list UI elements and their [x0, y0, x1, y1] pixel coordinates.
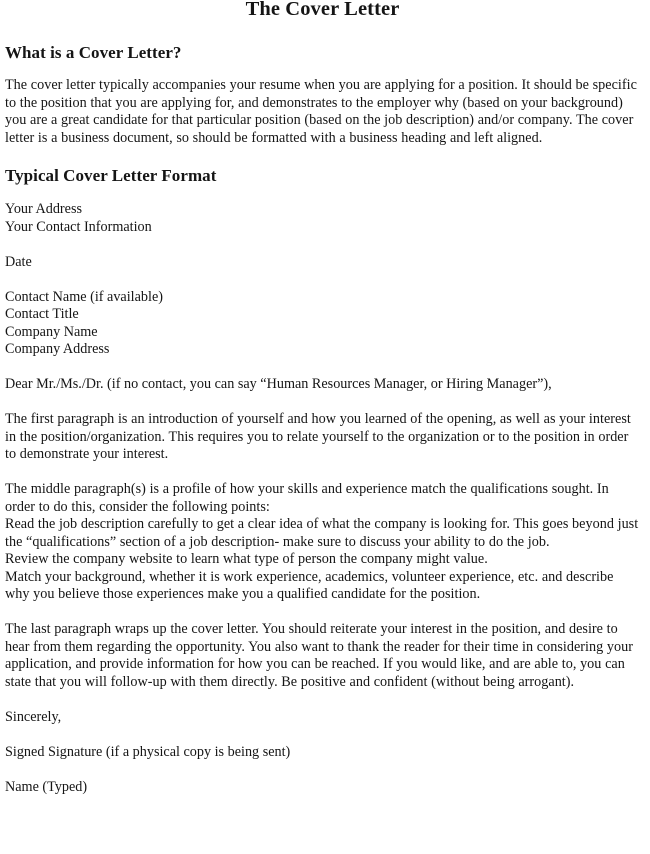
intro-paragraph: The cover letter typically accompanies your resume when you are applying for a position. It should be specific to the position that you are applying for, and demonstrates to the employer why (based on your background) you are a great candidate for that particular position (based on the job description) and/or company. The cover letter is a business document, so should be formatted with a business heading and left aligned. [5, 77, 637, 146]
section-heading-typical-cover-letter-format: Typical Cover Letter Format [5, 166, 217, 185]
page-title: The Cover Letter [245, 0, 400, 20]
spacer [5, 394, 640, 412]
typed-name-line: Name (Typed) [5, 778, 88, 795]
spacer [5, 147, 640, 166]
spacer [5, 604, 640, 622]
middle-point-read-job-description: Read the job description carefully to get a clear idea of what the company is looking for. This goes beyond just the “qualifications” section of a job description- make sure to discuss your ability to do the job. [5, 516, 639, 550]
last-paragraph-description: The last paragraph wraps up the cover letter. You should reiterate your interest in the position, and desire to hear from them regarding the opportunity. You also want to thank the reader for their time in considering your application, and provide information for how you can be reached. If you would like, and are able to, you can state that you will follow-up with them directly. Be positive and confident (without being arrogant). [5, 621, 633, 690]
signature-line: Signed Signature (if a physical copy is being sent) [5, 743, 291, 760]
spacer [5, 691, 640, 709]
spacer [5, 236, 640, 254]
middle-point-review-company-website: Review the company website to learn what type of person the company might value. [5, 551, 488, 567]
closing-line: Sincerely, [5, 708, 62, 725]
spacer [5, 271, 640, 289]
spacer [5, 186, 640, 201]
middle-paragraph-intro: The middle paragraph(s) is a profile of how your skills and experience match the qualifications sought. In order to do this, consider the following points: [5, 481, 609, 515]
format-template-block [5, 201, 640, 796]
section-heading-what-is-a-cover-letter: What is a Cover Letter? [5, 43, 182, 62]
date-line: Date [5, 253, 32, 270]
first-paragraph-description: The first paragraph is an introduction of yourself and how you learned of the opening, as well as your interest in the position/organization. This requires you to relate yourself to the organization or to the position in order to demonstrate your interest. [5, 411, 631, 462]
your-contact-information-line: Your Contact Information [5, 218, 152, 235]
spacer [5, 359, 640, 377]
contact-name-line: Contact Name (if available) [5, 288, 163, 305]
spacer [5, 63, 640, 77]
middle-point-match-your-background: Match your background, whether it is work experience, academics, volunteer experience, etc. and describe why you believe those experiences make you a qualified candidate for the position. [5, 568, 614, 602]
your-address-line: Your Address [5, 201, 82, 217]
contact-title-line: Contact Title [5, 306, 79, 322]
spacer [5, 726, 640, 744]
company-name-line: Company Name [5, 323, 98, 340]
company-address-line: Company Address [5, 341, 110, 357]
spacer [5, 464, 640, 482]
spacer [5, 22, 640, 43]
spacer [5, 761, 640, 779]
salutation-line: Dear Mr./Ms./Dr. (if no contact, you can say “Human Resources Manager, or Hiring Manager”), [5, 376, 552, 392]
